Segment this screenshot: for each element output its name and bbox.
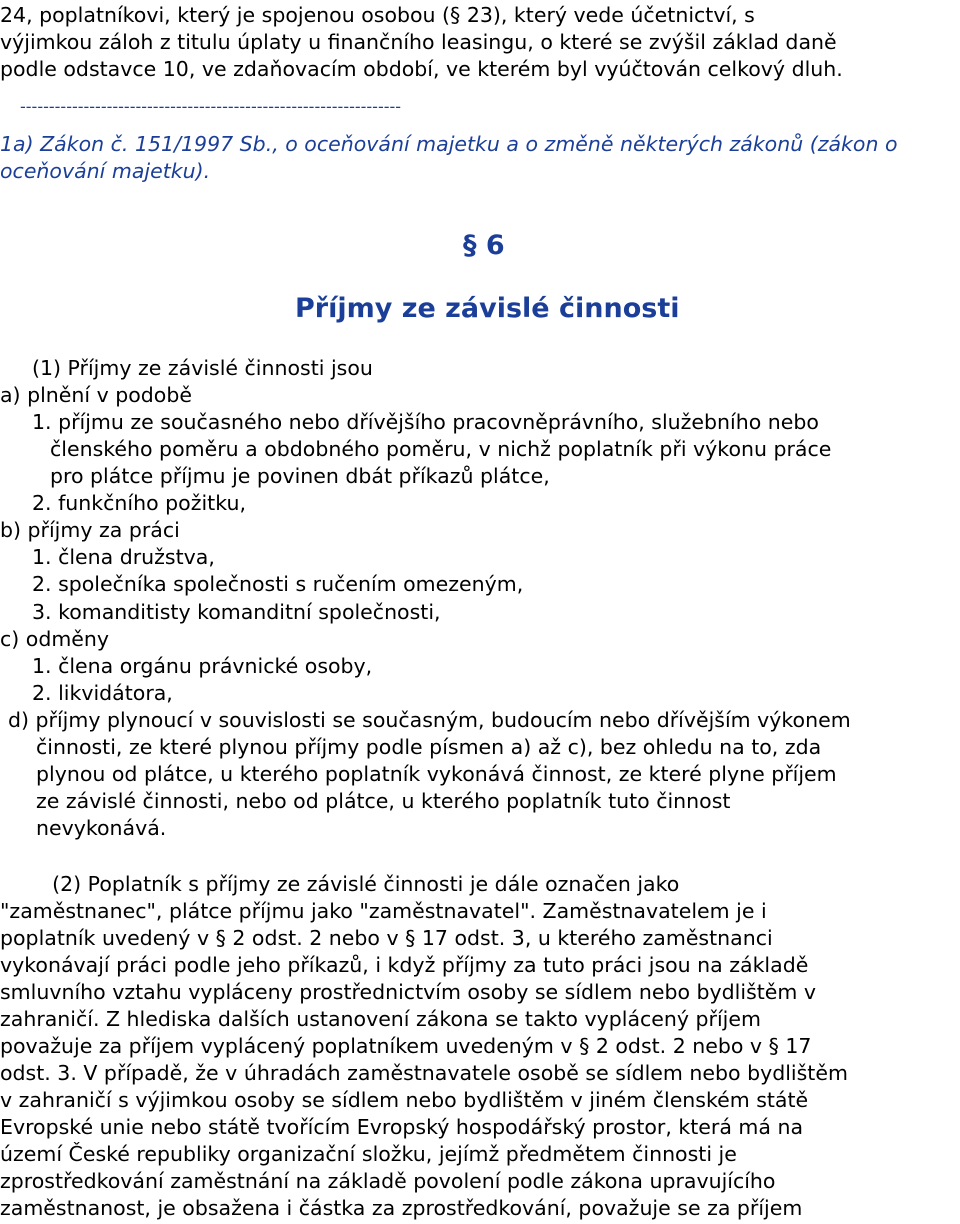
section-symbol: § <box>463 230 477 261</box>
footnote-line: oceňování majetku). <box>0 159 211 183</box>
paragraph-2-line: vykonávají práci podle jeho příkazů, i když příjmy za tuto práci jsou na základě <box>0 953 809 977</box>
paragraph-2-line: poplatník uvedený v § 2 odst. 2 nebo v § 17 odst. 3, u kterého zaměstnanci <box>0 926 773 950</box>
section-title: Příjmy ze závislé činnosti <box>295 293 680 324</box>
body-line: plynou od plátce, u kterého poplatník vykonává činnost, ze které plyne příjem <box>36 761 837 786</box>
section-number <box>463 228 505 264</box>
section-number-value: 6 <box>485 230 505 261</box>
body-line: 1. příjmu ze současného nebo dřívějšího pracovněprávního, služebního nebo <box>32 410 819 435</box>
body-line: 3. komanditisty komanditní společnosti, <box>32 599 441 624</box>
body-line: činnosti, ze které plynou příjmy podle písmen a) až c), bez ohledu na to, zda <box>36 734 822 759</box>
body-line: nevykonává. <box>36 816 167 841</box>
paragraph-2-line: Evropské unie nebo státě tvořícím Evropský hospodářský prostor, která má na <box>0 1115 804 1139</box>
paragraph-2-line: zahraničí. Z hlediska dalších ustanovení zákona se takto vyplácený příjem <box>0 1007 761 1031</box>
paragraph-2-line: (2) Poplatník s příjmy ze závislé činnosti je dále označen jako <box>0 872 680 896</box>
paragraph-2-line: území České republiky organizační složku, jejímž předmětem činnosti je <box>0 1142 737 1166</box>
body-line: 2. společníka společnosti s ručením omezeným, <box>32 572 524 597</box>
body-line: (1) Příjmy ze závislé činnosti jsou <box>32 356 373 380</box>
paragraph-2-line: v zahraničí s výjimkou osoby se sídlem nebo bydlištěm v jiném členském státě <box>0 1088 809 1112</box>
paragraph-2-line: smluvního vztahu vypláceny prostřednictvím osoby se sídlem nebo bydlištěm v <box>0 980 817 1004</box>
footnote-separator: ------------------------------------------------------------------ <box>20 97 402 116</box>
paragraph-2-line: považuje za příjem vyplácený poplatníkem uvedeným v § 2 odst. 2 nebo v § 17 <box>0 1034 812 1058</box>
body-line: b) příjmy za práci <box>0 518 180 543</box>
body-line: pro plátce příjmu je povinen dbát příkazů plátce, <box>50 464 550 489</box>
body-line: a) plnění v podobě <box>0 383 192 408</box>
footnote-line: 1a) Zákon č. 151/1997 Sb., o oceňování majetku a o změně některých zákonů (zákon o <box>0 132 898 156</box>
paragraph-2-line: "zaměstnanec", plátce příjmu jako "zaměstnavatel". Zaměstnavatelem je i <box>0 899 767 923</box>
paragraph-2-line: odst. 3. V případě, že v úhradách zaměstnavatele osobě se sídlem nebo bydlištěm <box>0 1061 848 1085</box>
intro-line: 24, poplatníkovi, který je spojenou osobou (§ 23), který vede účetnictví, s <box>0 3 755 27</box>
body-line: 2. likvidátora, <box>32 680 173 705</box>
paragraph-2-line: zprostředkování zaměstnání na základě povolení podle zákona upravujícího <box>0 1169 776 1193</box>
paragraph-2-line: zaměstnanost, je obsažena i částka za zprostředkování, považuje se za příjem <box>0 1196 803 1220</box>
intro-line: výjimkou záloh z titulu úplaty u finančního leasingu, o které se zvýšil základ daně <box>0 30 837 54</box>
body-line: 2. funkčního požitku, <box>32 491 246 516</box>
body-line: c) odměny <box>0 626 110 651</box>
body-line: členského poměru a obdobného poměru, v nichž poplatník při výkonu práce <box>50 437 832 462</box>
body-line: ze závislé činnosti, nebo od plátce, u kterého poplatník tuto činnost <box>36 788 731 813</box>
body-line: 1. člena družstva, <box>32 545 215 570</box>
intro-line: podle odstavce 10, ve zdaňovacím období, ve kterém byl vyúčtován celkový dluh. <box>0 57 843 81</box>
body-line: d) příjmy plynoucí v souvislosti se současným, budoucím nebo dřívějším výkonem <box>8 707 851 732</box>
body-line: 1. člena orgánu právnické osoby, <box>32 653 373 678</box>
